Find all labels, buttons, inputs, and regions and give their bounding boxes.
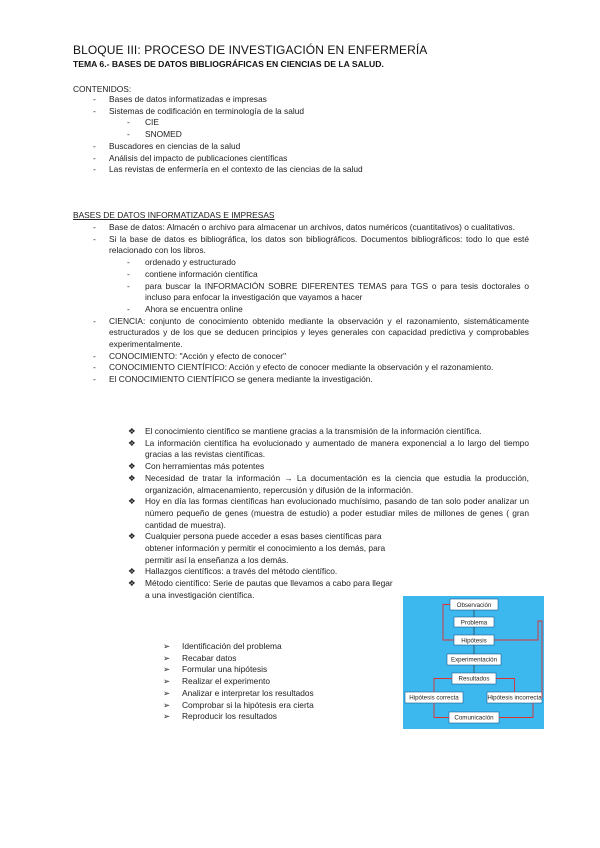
arrow-bullet-icon: ➢ xyxy=(163,711,171,722)
arrow-bullet-icon: ➢ xyxy=(163,641,171,651)
svg-text:Hipótesis: Hipótesis xyxy=(461,637,487,645)
list-item: ❖ Cualquier persona puede acceder a esas bases científicas para obtener información y permitir el conocimiento a los demás, para permitir así la enseñanza a los demás. xyxy=(128,531,386,565)
hipotesis-correcta-box xyxy=(405,692,463,703)
diamond-bullet-icon: ❖ xyxy=(128,472,136,483)
list-item: - CIE xyxy=(127,117,159,128)
svg-text:Resultados: Resultados xyxy=(458,675,490,683)
svg-text:Hipótesis incorrecta: Hipótesis incorrecta xyxy=(487,694,542,702)
list-item: ❖ Método científico: Serie de pautas que llevamos a cabo para llegar a una investigación científica. xyxy=(128,578,393,600)
list-item: ❖ El conocimiento científico se mantiene gracias a la transmisión de la información científica. xyxy=(128,426,482,436)
arrow-bullet-icon: ➢ xyxy=(163,664,171,675)
diamond-bullet-icon: ❖ xyxy=(128,531,136,542)
problema-box xyxy=(454,617,494,627)
list-item: - Análisis del impacto de publicaciones científicas xyxy=(93,152,288,163)
svg-text:Problema: Problema xyxy=(460,619,488,627)
list-item: - CONOCIMIENTO CIENTÍFICO: Acción y efecto de conocer mediante la observación y el razonamiento. xyxy=(93,362,494,373)
list-item: - El CONOCIMIENTO CIENTÍFICO se genera mediante la investigación. xyxy=(93,374,373,385)
list-item: - Buscadores en ciencias de la salud xyxy=(93,140,241,151)
diamond-list xyxy=(128,426,529,602)
list-item: ❖ Hallazgos científicos: a través del método científico. xyxy=(128,566,338,577)
contents-list xyxy=(93,94,533,176)
list-item: ❖ Hoy en día las formas científicas han evolucionado muchísimo, pasando de tan solo poder analizar un número pequeño de genes (muestra de estudio) a poder estudiar miles de millones de genes ( gran cantidad de muestra). xyxy=(128,496,529,530)
list-item: - Sistemas de codificación en terminología de la salud xyxy=(93,105,305,116)
list-item: - CONOCIMIENTO: "Acción y efecto de conocer" xyxy=(93,350,287,361)
contents-heading: CONTENIDOS: xyxy=(73,84,132,94)
list-item: ➢ Reproducir los resultados xyxy=(163,711,277,722)
list-item: - para buscar la INFORMACIÓN SOBRE DIFERENTES TEMAS para TGS o para tesis doctorales o incluso para enfocar la investigación que vayamos a hacer xyxy=(127,280,529,303)
list-item: - Base de datos: Almacén o archivo para almacenar un archivos, datos numéricos (cuantitativos) o cualitativos. xyxy=(93,222,515,232)
list-item: ❖ Con herramientas más potentes xyxy=(128,461,265,472)
diamond-bullet-icon: ❖ xyxy=(128,566,136,577)
diamond-bullet-icon: ❖ xyxy=(128,426,136,436)
diamond-bullet-icon: ❖ xyxy=(128,461,136,472)
list-item: - Bases de datos informatizadas e impresas xyxy=(93,94,267,104)
hipotesis-incorrecta-box xyxy=(487,692,542,703)
bases-heading: BASES DE DATOS INFORMATIZADAS E IMPRESAS xyxy=(73,210,275,220)
arrow-bullet-icon: ➢ xyxy=(163,687,171,698)
observacion-box xyxy=(450,599,498,610)
diamond-bullet-icon: ❖ xyxy=(128,578,136,589)
svg-text:Experimentación: Experimentación xyxy=(450,656,498,664)
experimentacion-box xyxy=(447,654,501,665)
list-item: - Ahora se encuentra online xyxy=(127,303,243,314)
arrow-bullet-icon: ➢ xyxy=(163,676,171,687)
list-item: ➢ Identificación del problema xyxy=(163,641,282,651)
svg-text:Comunicación: Comunicación xyxy=(454,714,494,722)
svg-text:Observación: Observación xyxy=(456,602,492,609)
list-item: - ordenado y estructurado xyxy=(127,257,236,268)
list-item: - Si la base de datos es bibliográfica, los datos son bibliográficos. Documentos bibliográficos: todo lo que esté relacionado con los libros. xyxy=(93,233,529,256)
topic-subtitle: TEMA 6.- BASES DE DATOS BIBLIOGRÁFICAS EN CIENCIAS DE LA SALUD. xyxy=(73,59,384,69)
hipotesis-box xyxy=(454,635,494,645)
list-item: - SNOMED xyxy=(127,129,182,140)
list-item: - contiene información científica xyxy=(127,268,258,279)
document-title: BLOQUE III: PROCESO DE INVESTIGACIÓN EN ENFERMERÍA xyxy=(73,43,428,57)
svg-text:Hipótesis correcta: Hipótesis correcta xyxy=(409,694,459,702)
comunicacion-box xyxy=(449,712,499,723)
arrow-bullet-icon: ➢ xyxy=(163,699,171,710)
list-item: ❖ Necesidad de tratar la información → La documentación es la ciencia que estudia la producción, organización, almacenamiento, repercusión y difusión de la información. xyxy=(128,472,529,495)
list-item: - Las revistas de enfermería en el contexto de las ciencias de la salud xyxy=(93,164,363,175)
arrow-bullet-icon: ➢ xyxy=(163,652,171,663)
list-item: ➢ Analizar e interpretar los resultados xyxy=(163,687,314,698)
bases-list xyxy=(93,222,529,386)
list-item: ➢ Recabar datos xyxy=(163,652,237,663)
list-item: - CIENCIA: conjunto de conocimiento obtenido mediante la observación y el razonamiento, sistemáticamente estructurados y de los que se deducen principios y leyes generales con capacidad predictiva y comprobables experimentalmente. xyxy=(93,315,529,350)
list-item: ❖ La información científica ha evolucionado y aumentado de manera exponencial a lo largo del tiempo gracias a las revistas científicas. xyxy=(128,437,529,460)
resultados-box xyxy=(452,673,496,684)
list-item: ➢ Comprobar si la hipótesis era cierta xyxy=(163,699,314,710)
list-item: ➢ Formular una hipótesis xyxy=(163,664,268,675)
method-steps-list xyxy=(163,641,393,723)
diamond-bullet-icon: ❖ xyxy=(128,437,136,448)
list-item: ➢ Realizar el experimento xyxy=(163,676,270,687)
scientific-method-diagram xyxy=(403,596,544,729)
diamond-bullet-icon: ❖ xyxy=(128,496,136,507)
